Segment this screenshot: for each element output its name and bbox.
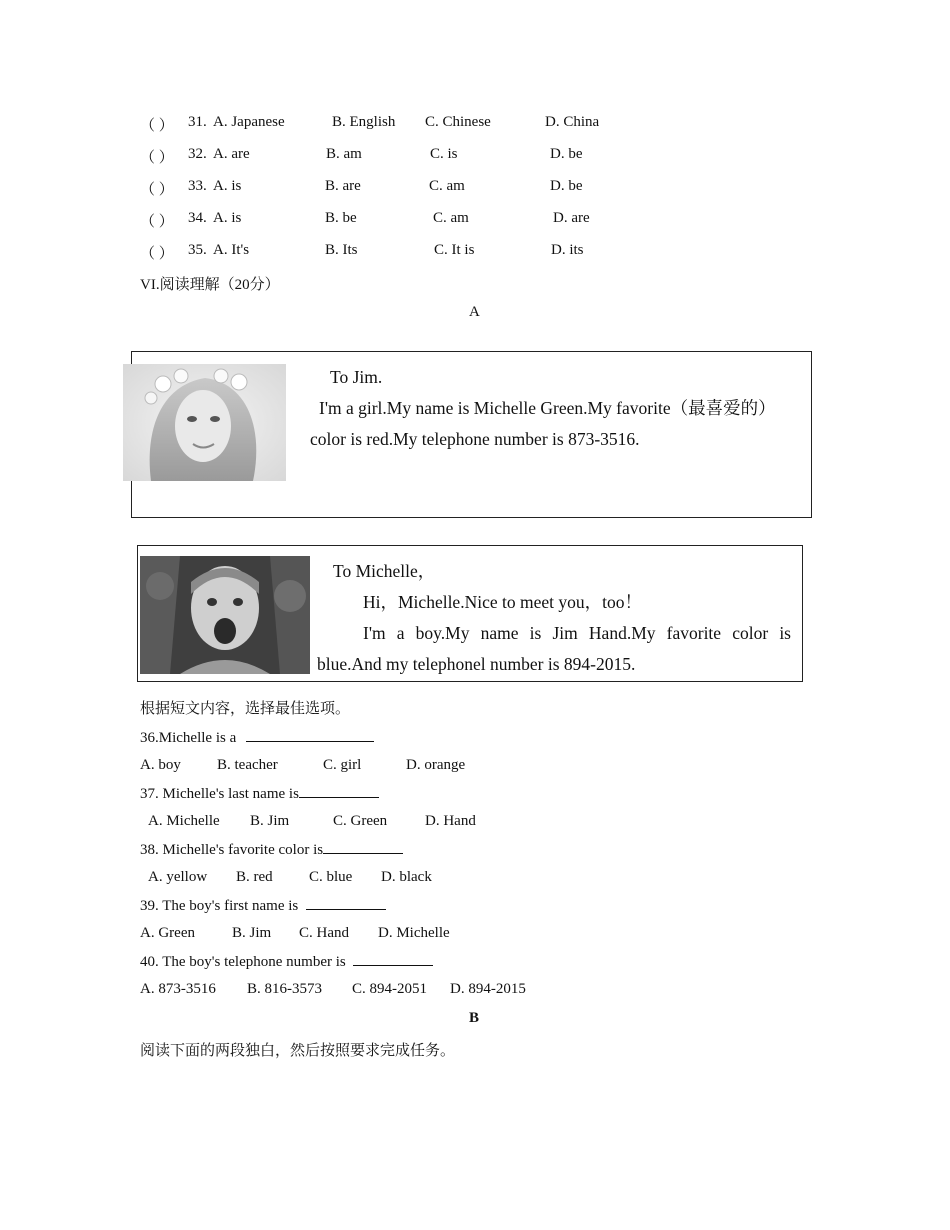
letter1-line1: I'm a girl.My name is Michelle Green.My favorite（最喜爱的） <box>319 398 776 418</box>
option-a: A. Michelle <box>148 813 220 829</box>
option-c: C. Chinese <box>425 114 491 130</box>
option-d: D. Hand <box>425 813 476 829</box>
option-a: A. boy <box>140 757 181 773</box>
option-b: B. red <box>236 869 273 885</box>
boy-portrait-icon <box>140 556 310 674</box>
answer-paren[interactable]: （ ） <box>140 246 174 262</box>
question-stem: 36.Michelle is a <box>140 730 240 746</box>
option-b: B. Jim <box>232 925 272 941</box>
option-c: C. Hand <box>299 925 349 941</box>
section-title: VI.阅读理解（20分） <box>140 277 280 293</box>
option-a: A. is <box>213 178 242 194</box>
option-c: C. is <box>430 146 458 162</box>
boy-photo <box>140 556 310 674</box>
option-d: D. 894-2015 <box>450 981 526 997</box>
question-39 <box>140 897 386 915</box>
option-c: C. girl <box>323 757 362 773</box>
instruction: 根据短文内容，选择最佳选项。 <box>140 701 351 717</box>
option-d: D. Michelle <box>378 925 450 941</box>
letter1-greeting: To Jim. <box>330 367 383 387</box>
option-c: C. am <box>429 178 465 194</box>
question-40 <box>140 953 433 971</box>
option-d: D. China <box>545 114 600 130</box>
option-a: A. It's <box>213 242 250 258</box>
letter2-line1: Hi，Michelle.Nice to meet you，too！ <box>363 592 642 612</box>
question-stem: 38. Michelle's favorite color is <box>140 842 324 858</box>
option-c: C. am <box>433 210 469 226</box>
option-b: B. English <box>332 114 396 130</box>
option-c: C. 894-2051 <box>352 981 427 997</box>
question-stem: 40. The boy's telephone number is <box>140 954 350 970</box>
question-number: 33. <box>188 178 207 194</box>
option-b: B. am <box>326 146 362 162</box>
letter2-greeting: To Michelle， <box>333 561 436 581</box>
option-d: D. its <box>551 242 584 258</box>
question-number: 34. <box>188 210 207 226</box>
answer-blank[interactable] <box>246 729 374 742</box>
option-d: D. orange <box>406 757 466 773</box>
option-b: B. are <box>325 178 361 194</box>
girl-portrait-icon <box>123 364 286 481</box>
answer-blank[interactable] <box>353 953 433 966</box>
letter2-line3: blue.And my telephonel number is 894-2015. <box>317 654 636 674</box>
option-a: A. Green <box>140 925 195 941</box>
answer-paren[interactable]: （ ） <box>140 214 174 230</box>
option-a: A. yellow <box>148 869 208 885</box>
question-38 <box>140 841 403 859</box>
option-b: B. be <box>325 210 357 226</box>
option-b: B. teacher <box>217 757 278 773</box>
question-number: 32. <box>188 146 207 162</box>
option-a: A. 873-3516 <box>140 981 216 997</box>
question-stem: 39. The boy's first name is <box>140 898 302 914</box>
option-d: D. black <box>381 869 432 885</box>
option-d: D. are <box>553 210 590 226</box>
part-a-label: A <box>469 304 480 320</box>
option-a: A. are <box>213 146 250 162</box>
answer-paren[interactable]: （ ） <box>140 150 174 166</box>
option-d: D. be <box>550 178 583 194</box>
girl-photo <box>123 364 286 481</box>
option-a: A. is <box>213 210 242 226</box>
answer-blank[interactable] <box>323 841 403 854</box>
option-c: C. Green <box>333 813 388 829</box>
question-37 <box>140 785 379 803</box>
answer-paren[interactable]: （ ） <box>140 182 174 198</box>
question-number: 31. <box>188 114 207 130</box>
option-b: B. Its <box>325 242 358 258</box>
option-b: B. Jim <box>250 813 290 829</box>
letter1-line2: color is red.My telephone number is 873-3516. <box>310 429 640 449</box>
answer-blank[interactable] <box>299 785 379 798</box>
part-b-label: B <box>469 1010 480 1026</box>
question-number: 35. <box>188 242 207 258</box>
option-b: B. 816-3573 <box>247 981 322 997</box>
answer-blank[interactable] <box>306 897 386 910</box>
answer-paren[interactable]: （ ） <box>140 118 174 134</box>
part-b-instruction: 阅读下面的两段独白，然后按照要求完成任务。 <box>140 1043 456 1059</box>
letter2-line2: I'm a boy.My name is Jim Hand.My favorite color is <box>363 623 791 643</box>
option-c: C. blue <box>309 869 353 885</box>
option-a: A. Japanese <box>213 114 285 130</box>
option-c: C. It is <box>434 242 475 258</box>
question-stem: 37. Michelle's last name is <box>140 786 299 802</box>
question-36 <box>140 729 374 747</box>
option-d: D. be <box>550 146 583 162</box>
